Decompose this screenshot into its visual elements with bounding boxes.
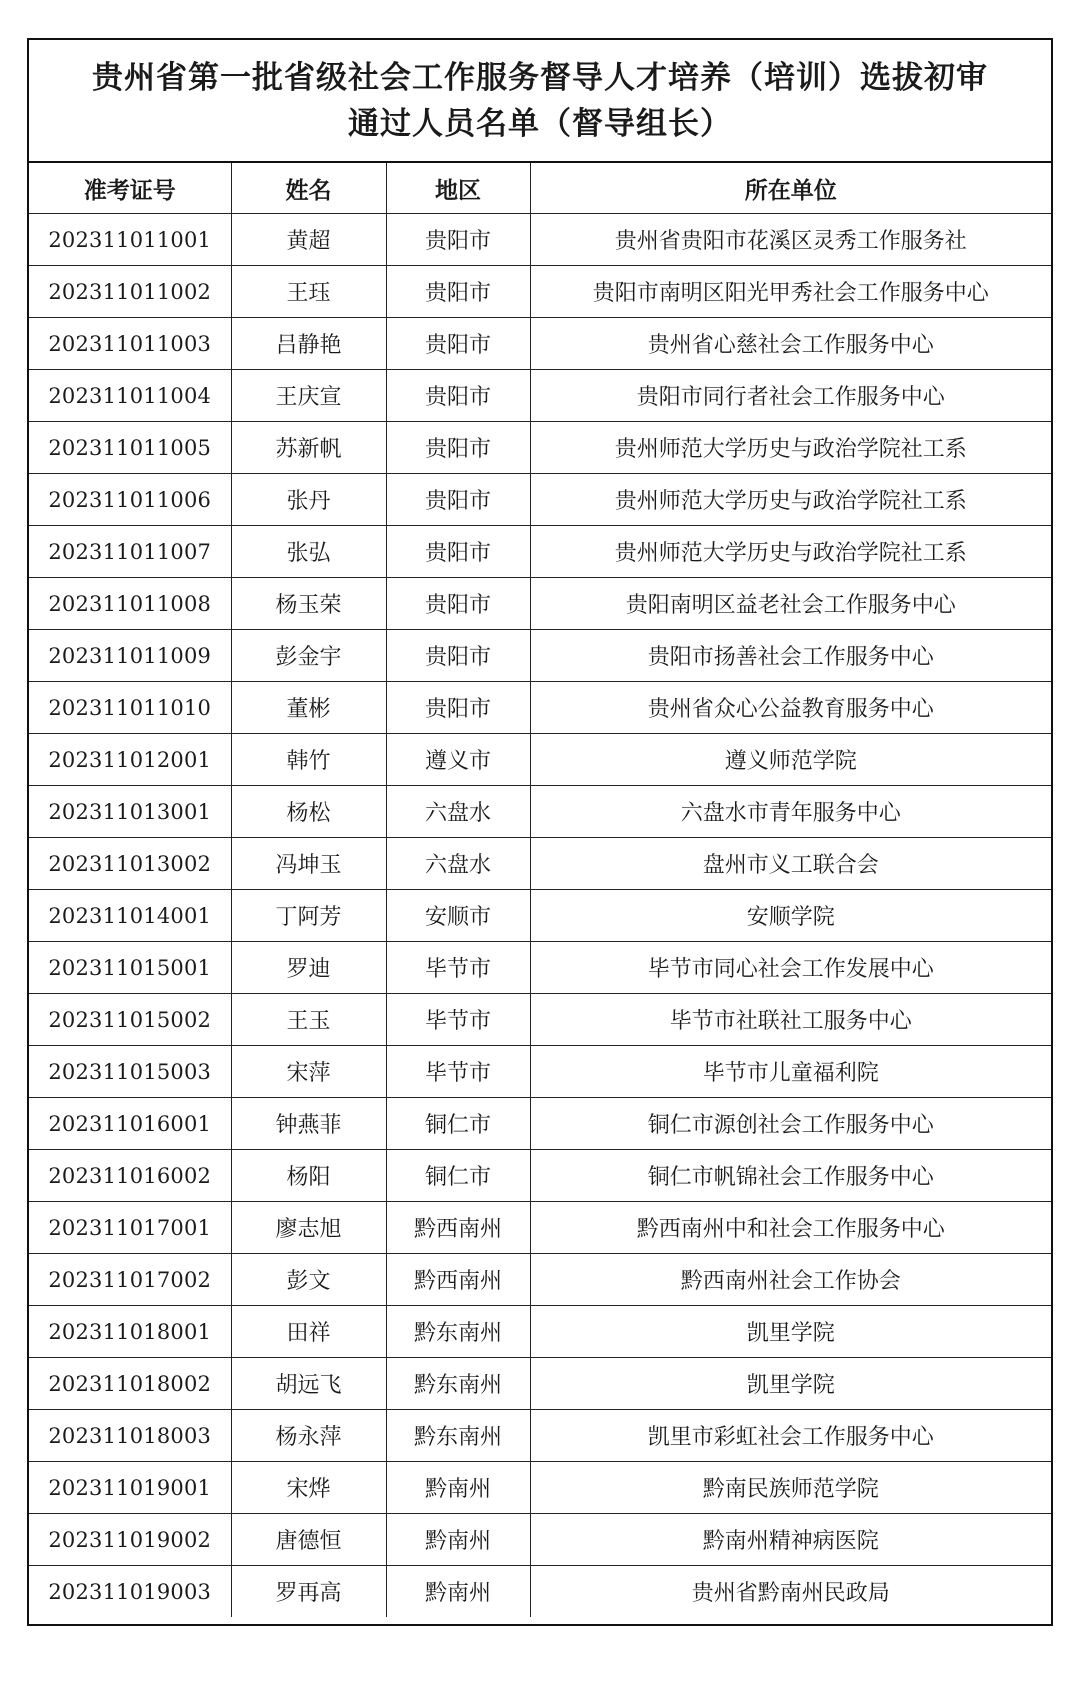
cell-unit: 贵阳市同行者社会工作服务中心	[530, 370, 1051, 422]
cell-name: 董彬	[231, 682, 386, 734]
cell-exam-id: 202311018003	[29, 1410, 231, 1462]
cell-region: 贵阳市	[386, 266, 530, 318]
cell-region: 贵阳市	[386, 370, 530, 422]
cell-exam-id: 202311011010	[29, 682, 231, 734]
cell-name: 王珏	[231, 266, 386, 318]
cell-exam-id: 202311011001	[29, 214, 231, 266]
cell-name: 杨玉荣	[231, 578, 386, 630]
cell-region: 毕节市	[386, 1046, 530, 1098]
cell-region: 毕节市	[386, 994, 530, 1046]
cell-exam-id: 202311015001	[29, 942, 231, 994]
table-row	[29, 1566, 1051, 1618]
cell-exam-id: 202311015003	[29, 1046, 231, 1098]
cell-unit: 铜仁市帆锦社会工作服务中心	[530, 1150, 1051, 1202]
cell-exam-id: 202311011004	[29, 370, 231, 422]
cell-name: 杨永萍	[231, 1410, 386, 1462]
cell-region: 贵阳市	[386, 630, 530, 682]
cell-unit: 黔西南州社会工作协会	[530, 1254, 1051, 1306]
roster-table	[29, 163, 1051, 1617]
cell-exam-id: 202311019002	[29, 1514, 231, 1566]
cell-region: 贵阳市	[386, 578, 530, 630]
cell-exam-id: 202311017001	[29, 1202, 231, 1254]
table-row	[29, 1150, 1051, 1202]
cell-unit: 凯里市彩虹社会工作服务中心	[530, 1410, 1051, 1462]
cell-name: 张弘	[231, 526, 386, 578]
table-row	[29, 370, 1051, 422]
cell-name: 韩竹	[231, 734, 386, 786]
table-row	[29, 942, 1051, 994]
cell-exam-id: 202311013002	[29, 838, 231, 890]
cell-unit: 黔南民族师范学院	[530, 1462, 1051, 1514]
cell-unit: 毕节市同心社会工作发展中心	[530, 942, 1051, 994]
cell-region: 黔南州	[386, 1566, 530, 1618]
table-row	[29, 890, 1051, 942]
cell-region: 遵义市	[386, 734, 530, 786]
cell-region: 贵阳市	[386, 214, 530, 266]
cell-exam-id: 202311019001	[29, 1462, 231, 1514]
cell-region: 铜仁市	[386, 1150, 530, 1202]
cell-name: 钟燕菲	[231, 1098, 386, 1150]
table-row	[29, 1202, 1051, 1254]
cell-unit: 安顺学院	[530, 890, 1051, 942]
cell-exam-id: 202311019003	[29, 1566, 231, 1618]
cell-region: 黔东南州	[386, 1306, 530, 1358]
table-row	[29, 474, 1051, 526]
cell-exam-id: 202311018001	[29, 1306, 231, 1358]
cell-exam-id: 202311016002	[29, 1150, 231, 1202]
cell-region: 六盘水	[386, 838, 530, 890]
cell-region: 黔南州	[386, 1514, 530, 1566]
table-row	[29, 214, 1051, 266]
cell-name: 彭文	[231, 1254, 386, 1306]
table-row	[29, 1306, 1051, 1358]
table-row	[29, 786, 1051, 838]
cell-exam-id: 202311011006	[29, 474, 231, 526]
table-row	[29, 838, 1051, 890]
table-row	[29, 1514, 1051, 1566]
cell-exam-id: 202311011008	[29, 578, 231, 630]
cell-name: 王玉	[231, 994, 386, 1046]
cell-name: 杨松	[231, 786, 386, 838]
cell-unit: 贵州师范大学历史与政治学院社工系	[530, 474, 1051, 526]
table-row	[29, 578, 1051, 630]
cell-exam-id: 202311011007	[29, 526, 231, 578]
cell-unit: 贵州省黔南州民政局	[691, 1581, 890, 1606]
title-line-1: 贵州省第一批省级社会工作服务督导人才培养（培训）选拔初审	[92, 59, 988, 96]
cell-exam-id: 202311011002	[29, 266, 231, 318]
table-row	[29, 526, 1051, 578]
cell-unit: 贵阳南明区益老社会工作服务中心	[530, 578, 1051, 630]
header-region: 地区	[386, 163, 530, 214]
table-row	[29, 318, 1051, 370]
cell-unit: 贵阳市扬善社会工作服务中心	[530, 630, 1051, 682]
table-row	[29, 1358, 1051, 1410]
title-line-2: 通过人员名单（督导组长）	[348, 105, 732, 142]
cell-name: 田祥	[231, 1306, 386, 1358]
cell-exam-id: 202311011009	[29, 630, 231, 682]
header-name: 姓名	[231, 163, 386, 214]
document-title	[29, 40, 1051, 163]
cell-region: 贵阳市	[386, 318, 530, 370]
cell-unit: 六盘水市青年服务中心	[530, 786, 1051, 838]
cell-name: 罗迪	[231, 942, 386, 994]
cell-name: 宋萍	[231, 1046, 386, 1098]
table-row	[29, 682, 1051, 734]
cell-exam-id: 202311011005	[29, 422, 231, 474]
cell-region: 黔西南州	[386, 1202, 530, 1254]
cell-name: 冯坤玉	[231, 838, 386, 890]
cell-name: 苏新帆	[231, 422, 386, 474]
cell-unit: 黔西南州中和社会工作服务中心	[530, 1202, 1051, 1254]
cell-name: 杨阳	[231, 1150, 386, 1202]
cell-unit: 遵义师范学院	[530, 734, 1051, 786]
table-row	[29, 994, 1051, 1046]
cell-name: 唐德恒	[231, 1514, 386, 1566]
cell-name: 廖志旭	[231, 1202, 386, 1254]
table-row	[29, 266, 1051, 318]
cell-name: 宋烨	[231, 1462, 386, 1514]
cell-region: 黔西南州	[386, 1254, 530, 1306]
cell-unit: 铜仁市源创社会工作服务中心	[530, 1098, 1051, 1150]
table-row	[29, 1046, 1051, 1098]
cell-unit: 贵阳市南明区阳光甲秀社会工作服务中心	[530, 266, 1051, 318]
cell-region: 铜仁市	[386, 1098, 530, 1150]
cell-region: 六盘水	[386, 786, 530, 838]
header-row	[29, 163, 1051, 214]
cell-exam-id: 202311018002	[29, 1358, 231, 1410]
cell-name: 彭金宇	[231, 630, 386, 682]
header-unit: 所在单位	[530, 163, 1051, 214]
cell-region: 黔南州	[386, 1462, 530, 1514]
cell-region: 黔东南州	[386, 1358, 530, 1410]
cell-exam-id: 202311011003	[29, 318, 231, 370]
cell-region: 安顺市	[386, 890, 530, 942]
cell-region: 黔东南州	[386, 1410, 530, 1462]
table-row	[29, 1098, 1051, 1150]
cell-unit: 盘州市义工联合会	[530, 838, 1051, 890]
cell-region: 毕节市	[386, 942, 530, 994]
table-row	[29, 630, 1051, 682]
cell-name: 黄超	[231, 214, 386, 266]
roster-sheet	[27, 38, 1053, 1626]
cell-exam-id: 202311014001	[29, 890, 231, 942]
cell-unit: 凯里学院	[530, 1306, 1051, 1358]
cell-exam-id: 202311015002	[29, 994, 231, 1046]
cell-name: 吕静艳	[231, 318, 386, 370]
cell-unit: 毕节市儿童福利院	[530, 1046, 1051, 1098]
cell-region: 贵阳市	[386, 474, 530, 526]
table-row	[29, 1254, 1051, 1306]
cell-name: 胡远飞	[231, 1358, 386, 1410]
table-row	[29, 1462, 1051, 1514]
roster-body	[29, 214, 1051, 1618]
cell-exam-id: 202311017002	[29, 1254, 231, 1306]
cell-unit: 黔南州精神病医院	[530, 1514, 1051, 1566]
cell-exam-id: 202311012001	[29, 734, 231, 786]
cell-name: 丁阿芳	[231, 890, 386, 942]
cell-exam-id: 202311013001	[29, 786, 231, 838]
table-row	[29, 734, 1051, 786]
cell-name: 张丹	[231, 474, 386, 526]
table-row	[29, 1410, 1051, 1462]
cell-unit: 毕节市社联社工服务中心	[530, 994, 1051, 1046]
cell-unit: 贵州省贵阳市花溪区灵秀工作服务社	[530, 214, 1051, 266]
cell-unit: 凯里学院	[530, 1358, 1051, 1410]
cell-name: 王庆宣	[231, 370, 386, 422]
header-exam-id: 准考证号	[29, 163, 231, 214]
cell-region: 贵阳市	[386, 526, 530, 578]
cell-region: 贵阳市	[386, 682, 530, 734]
cell-name: 罗再高	[231, 1566, 386, 1618]
cell-unit: 贵州师范大学历史与政治学院社工系	[530, 422, 1051, 474]
cell-exam-id: 202311016001	[29, 1098, 231, 1150]
cell-unit: 贵州省心慈社会工作服务中心	[530, 318, 1051, 370]
table-row	[29, 422, 1051, 474]
cell-unit: 贵州省众心公益教育服务中心	[530, 682, 1051, 734]
cell-region: 贵阳市	[386, 422, 530, 474]
cell-unit: 贵州师范大学历史与政治学院社工系	[530, 526, 1051, 578]
